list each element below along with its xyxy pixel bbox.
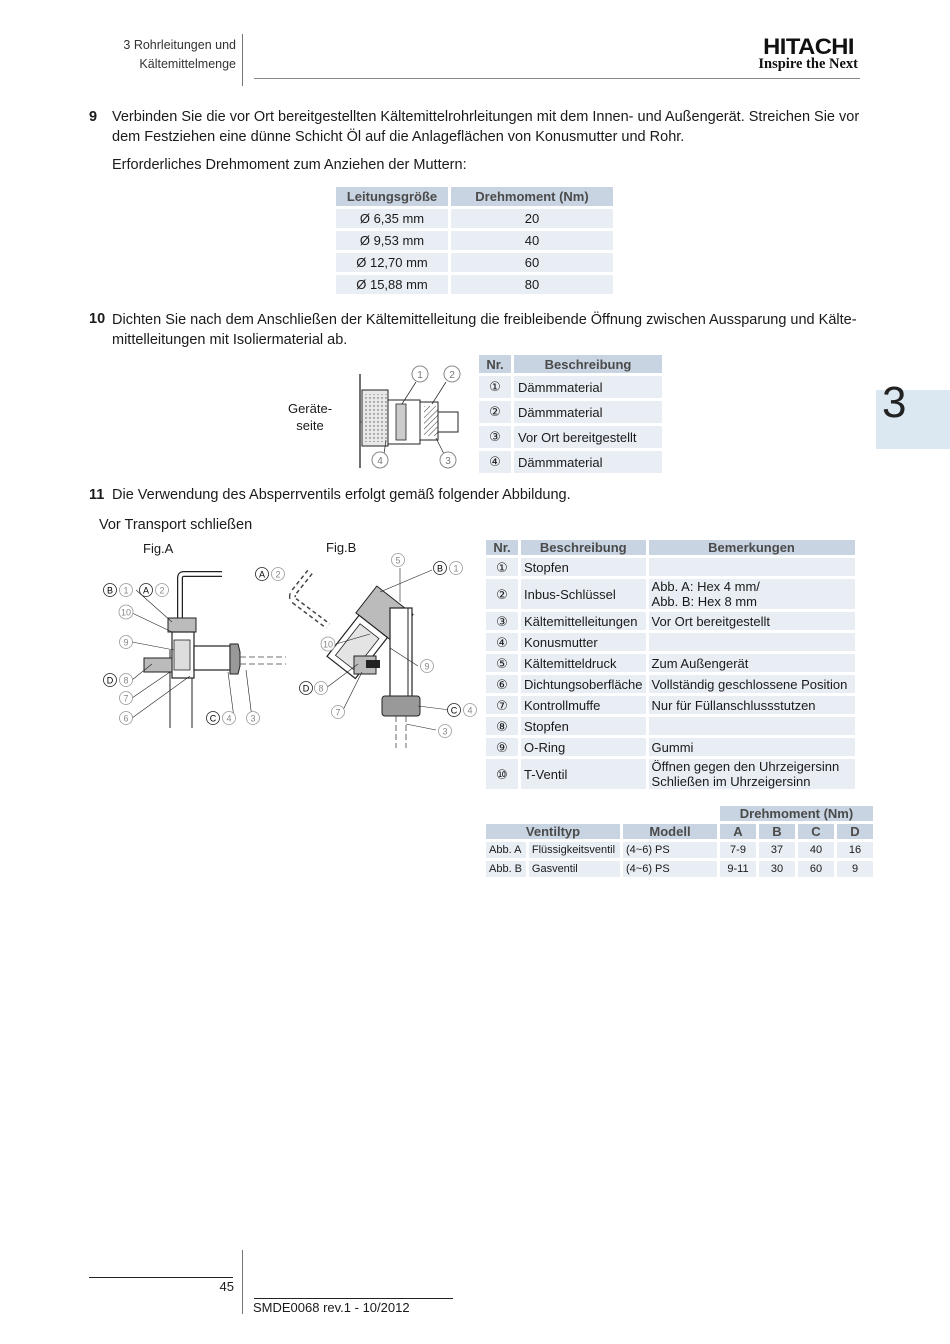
item-number-cell: ⑨ <box>486 738 518 756</box>
fig-a-callout-7: 7 <box>123 693 129 704</box>
fig-b-callout-10: 10 <box>322 639 334 650</box>
table-header-row <box>486 824 873 839</box>
valve-torque-table <box>483 803 876 880</box>
item-number-cell: ⑦ <box>486 696 518 714</box>
remarks-line1: Abb. A: Hex 4 mm/ <box>651 579 760 594</box>
callout-2: 2 <box>449 370 455 381</box>
description-cell: Kältemittelleitungen <box>521 612 646 630</box>
table-row <box>486 759 855 789</box>
item-number-cell: ③ <box>479 426 511 448</box>
remarks-cell: Zum Außengerät <box>649 654 855 672</box>
column-header: A <box>720 824 756 839</box>
description-cell: Dämmmaterial <box>514 401 662 423</box>
chapter-number: 3 <box>123 38 131 52</box>
pipe-torque-table <box>333 184 616 297</box>
description-cell: Vor Ort bereitgestellt <box>514 426 662 448</box>
table-row <box>479 426 662 448</box>
header-divider-vertical <box>242 34 243 86</box>
remarks-cell: Nur für Füllanschlussstutzen <box>649 696 855 714</box>
footer-divider-vertical <box>242 1250 243 1314</box>
fig-a-callout-2: 2 <box>159 585 165 596</box>
step-9-number: 9 <box>89 109 98 125</box>
chapter-title-line2: Kältemittelmenge <box>139 57 236 71</box>
torque-b-cell: 37 <box>759 842 795 858</box>
valve-type-cell: Gasventil <box>529 861 620 877</box>
torque-a-cell: 9-11 <box>720 861 756 877</box>
table-row <box>486 654 855 672</box>
callout-1: 1 <box>417 370 423 381</box>
fig-b-callout-9: 9 <box>424 661 430 672</box>
item-number-cell: ④ <box>486 633 518 651</box>
column-header: D <box>837 824 873 839</box>
remarks-cell: Vor Ort bereitgestellt <box>649 612 855 630</box>
pipe-size-cell: Ø 15,88 mm <box>336 275 448 294</box>
column-header: Modell <box>623 824 717 839</box>
fig-a-callout-8: 8 <box>123 675 129 686</box>
step-11-text: Die Verwendung des Absperrventils erfolgt gemäß folgender Abbildung. <box>112 487 571 503</box>
callout-3: 3 <box>445 456 451 467</box>
table-title-row <box>486 806 873 821</box>
item-number-cell: ⑩ <box>486 759 518 789</box>
remarks-cell <box>649 717 855 735</box>
torque-b-cell: 30 <box>759 861 795 877</box>
table-row <box>486 738 855 756</box>
item-number-cell: ③ <box>486 612 518 630</box>
description-cell: T-Ventil <box>521 759 646 789</box>
fig-a-callout-a: A <box>142 585 150 596</box>
header-divider-horizontal <box>254 78 860 79</box>
remarks-cell <box>649 759 855 789</box>
table-row <box>336 253 613 272</box>
column-header: Bemerkungen <box>649 540 855 555</box>
fig-a-callout-9: 9 <box>123 637 129 648</box>
fig-b-callout-7: 7 <box>335 707 341 718</box>
pipe-size-cell: Ø 6,35 mm <box>336 209 448 228</box>
page-number: 45 <box>219 1279 234 1294</box>
remarks-cell <box>649 633 855 651</box>
table-row <box>479 401 662 423</box>
valve-type-cell: Flüssigkeitsventil <box>529 842 620 858</box>
insulation-figure <box>340 360 470 472</box>
torque-d-cell: 16 <box>837 842 873 858</box>
device-side-label <box>280 400 340 434</box>
table-row <box>486 675 855 693</box>
pipe-size-cell: Ø 9,53 mm <box>336 231 448 250</box>
description-cell: Konusmutter <box>521 633 646 651</box>
device-side-label-line2: seite <box>296 418 324 433</box>
torque-intro: Erforderliches Drehmoment zum Anziehen der Muttern: <box>112 157 467 173</box>
item-number-cell: ⑤ <box>486 654 518 672</box>
item-number-cell: ② <box>486 579 518 609</box>
table-row <box>479 376 662 398</box>
hitachi-logo: HITACHI <box>763 34 854 59</box>
torque-a-cell: 7-9 <box>720 842 756 858</box>
remarks-cell <box>649 579 855 609</box>
remarks-line2: Schließen im Uhrzeigersinn <box>651 774 811 789</box>
table-row <box>486 717 855 735</box>
valve-figure-b <box>250 548 482 748</box>
pipe-size-cell: Ø 12,70 mm <box>336 253 448 272</box>
torque-cell: 40 <box>451 231 613 250</box>
fig-b-callout-b: B <box>436 563 444 574</box>
column-header: Drehmoment (Nm) <box>451 187 613 206</box>
item-number-cell: ① <box>479 376 511 398</box>
column-header: Ventiltyp <box>486 824 620 839</box>
table-row <box>336 275 613 294</box>
figure-cell: Abb. B <box>486 861 526 877</box>
fig-b-callout-1: 1 <box>453 563 459 574</box>
table-header-row <box>336 187 613 206</box>
fig-a-callout-6: 6 <box>123 713 129 724</box>
valve-parts-table <box>483 537 858 792</box>
model-cell: (4~6) PS <box>623 861 717 877</box>
step-9-text <box>112 108 862 147</box>
fig-b-callout-4: 4 <box>467 705 473 716</box>
fig-a-callout-c: C <box>209 713 217 724</box>
torque-c-cell: 60 <box>798 861 834 877</box>
chapter-side-tab <box>876 378 950 449</box>
table-row <box>336 209 613 228</box>
description-cell: Dämmmaterial <box>514 376 662 398</box>
column-header: Beschreibung <box>521 540 646 555</box>
torque-cell: 60 <box>451 253 613 272</box>
table-row <box>486 861 873 877</box>
figure-cell: Abb. A <box>486 842 526 858</box>
remarks-cell: Gummi <box>649 738 855 756</box>
fig-a-callout-10: 10 <box>120 607 132 618</box>
fig-a-callout-1: 1 <box>123 585 129 596</box>
item-number-cell: ⑥ <box>486 675 518 693</box>
remarks-line1: Öffnen gegen den Uhrzeigersinn <box>651 759 840 774</box>
fig-b-callout-d: D <box>302 683 310 694</box>
fig-b-callout-5: 5 <box>395 555 401 566</box>
step-10-number: 10 <box>89 311 106 327</box>
fig-a-label: Fig.A <box>143 541 174 556</box>
step-10-text <box>112 311 862 350</box>
logo-tagline: Inspire the Next <box>758 56 858 72</box>
remarks-cell <box>649 558 855 576</box>
table-row <box>486 612 855 630</box>
fig-a-callout-b: B <box>106 585 114 596</box>
description-cell: Kontrollmuffe <box>521 696 646 714</box>
table-row <box>486 633 855 651</box>
description-cell: Inbus-Schlüssel <box>521 579 646 609</box>
footer-rule-right <box>254 1298 453 1299</box>
table-row <box>486 696 855 714</box>
remarks-line2: Abb. B: Hex 8 mm <box>651 594 758 609</box>
step-10-line1: Dichten Sie nach dem Anschließen der Kältemittelleitung die freibleibende Öffnung zwischen Aussparung und Kälte- <box>112 312 857 328</box>
chapter-side-tab-number: 3 <box>882 378 907 427</box>
column-header: Beschreibung <box>514 355 662 373</box>
table-row <box>486 558 855 576</box>
column-header: C <box>798 824 834 839</box>
fig-b-callout-c: C <box>450 705 458 716</box>
fig-a-callout-3: 3 <box>250 713 256 724</box>
device-side-label-line1: Geräte- <box>287 401 333 416</box>
torque-title: Drehmoment (Nm) <box>720 806 873 821</box>
model-cell: (4~6) PS <box>623 842 717 858</box>
chapter-title-line1: Rohrleitungen und <box>133 38 236 52</box>
fig-b-callout-8: 8 <box>318 683 324 694</box>
document-id: SMDE0068 rev.1 - 10/2012 <box>253 1300 410 1315</box>
item-number-cell: ② <box>479 401 511 423</box>
description-cell: Dichtungsoberfläche <box>521 675 646 693</box>
step-9-line1: Verbinden Sie die vor Ort bereitgestellten Kältemittelrohrleitungen mit dem Innen- und Außengerät. Streichen Sie vor <box>112 109 860 125</box>
item-number-cell: ⑧ <box>486 717 518 735</box>
table-row <box>486 579 855 609</box>
step-10-line2: mittelleitungen mit Isoliermaterial ab. <box>112 331 348 348</box>
table-header-row <box>479 355 662 373</box>
callout-4: 4 <box>377 456 383 467</box>
description-cell: Stopfen <box>521 717 646 735</box>
torque-cell: 80 <box>451 275 613 294</box>
transport-subheading: Vor Transport schließen <box>99 517 253 533</box>
torque-c-cell: 40 <box>798 842 834 858</box>
table-row <box>486 842 873 858</box>
description-cell: Dämmmaterial <box>514 451 662 473</box>
item-number-cell: ① <box>486 558 518 576</box>
remarks-cell: Vollständig geschlossene Position <box>649 675 855 693</box>
column-header: Nr. <box>479 355 511 373</box>
fig-b-callout-2: 2 <box>275 569 281 580</box>
fig-a-callout-d: D <box>106 675 114 686</box>
column-header: B <box>759 824 795 839</box>
footer-rule-left <box>89 1277 233 1278</box>
description-cell: O-Ring <box>521 738 646 756</box>
step-11-number: 11 <box>89 487 105 503</box>
description-cell: Kältemitteldruck <box>521 654 646 672</box>
fig-b-label: Fig.B <box>326 540 357 555</box>
fig-b-callout-3: 3 <box>442 726 448 737</box>
chapter-heading <box>60 36 236 74</box>
column-header: Leitungsgröße <box>336 187 448 206</box>
description-cell: Stopfen <box>521 558 646 576</box>
table-row <box>479 451 662 473</box>
insulation-table <box>476 352 665 476</box>
torque-cell: 20 <box>451 209 613 228</box>
table-header-row <box>486 540 855 555</box>
column-header: Nr. <box>486 540 518 555</box>
fig-b-callout-a: A <box>258 569 266 580</box>
fig-a-callout-4: 4 <box>226 713 232 724</box>
step-9-line2: dem Festziehen eine dünne Schicht Öl auf die Anlageflächen von Konusmutter und Rohr. <box>112 128 685 145</box>
item-number-cell: ④ <box>479 451 511 473</box>
torque-d-cell: 9 <box>837 861 873 877</box>
table-row <box>336 231 613 250</box>
